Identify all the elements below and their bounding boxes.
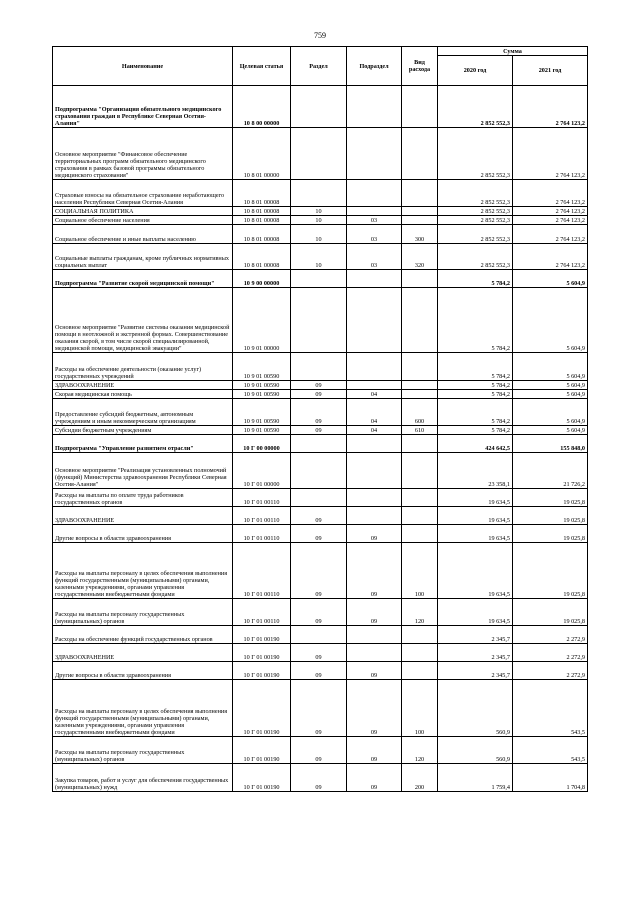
cell-section [291,86,347,128]
cell-target: 10 9 01 00590 [233,353,291,381]
cell-section: 10 [291,216,347,225]
cell-name: ЗДРАВООХРАНЕНИЕ [53,381,233,390]
header-target: Целевая статья [233,47,291,86]
cell-target: 10 Г 01 00110 [233,489,291,507]
cell-expense-type [402,381,438,390]
cell-expense-type [402,662,438,680]
cell-target: 10 9 01 00590 [233,399,291,426]
cell-section [291,453,347,489]
cell-expense-type [402,86,438,128]
cell-target: 10 Г 01 00110 [233,543,291,599]
cell-name: Подпрограмма "Развитие скорой медицинской помощи" [53,270,233,288]
cell-target: 10 8 01 00008 [233,244,291,270]
cell-target: 10 Г 01 00110 [233,525,291,543]
cell-2021: 5 604,9 [513,353,588,381]
cell-expense-type [402,180,438,207]
cell-subsection: 04 [347,426,402,435]
cell-expense-type [402,435,438,453]
cell-target: 10 Г 01 00190 [233,626,291,644]
cell-name: Расходы на выплаты персоналу государственных (муниципальных) органов [53,737,233,764]
cell-2020: 19 634,5 [438,599,513,626]
cell-2020: 2 852 552,3 [438,207,513,216]
table-row [53,270,588,288]
cell-2020: 5 784,2 [438,390,513,399]
cell-expense-type [402,270,438,288]
cell-2020: 5 784,2 [438,353,513,381]
cell-name: Расходы на обеспечение деятельности (оказание услуг) государственных учреждений [53,353,233,381]
cell-subsection: 04 [347,390,402,399]
cell-2021: 2 272,9 [513,644,588,662]
table-row [53,207,588,216]
cell-expense-type [402,353,438,381]
table-row [53,435,588,453]
cell-section [291,353,347,381]
cell-2020: 424 642,5 [438,435,513,453]
cell-target: 10 8 01 00000 [233,128,291,180]
cell-target: 10 Г 01 00110 [233,599,291,626]
cell-name: Страховые взносы на обязательное страхование неработающего населения Республики Северная Осетия-Алания [53,180,233,207]
cell-subsection [347,207,402,216]
table-row [53,244,588,270]
cell-2021: 543,5 [513,680,588,737]
cell-target: 10 8 01 00008 [233,180,291,207]
cell-section [291,489,347,507]
table-row [53,390,588,399]
cell-name: Расходы на выплаты персоналу в целях обеспечения выполнения функций государственными (муниципальными) органами, казенными учреждениями, органами управления государственными внебюджетными фондами [53,680,233,737]
cell-expense-type: 120 [402,599,438,626]
cell-2021: 2 764 123,2 [513,180,588,207]
cell-2020: 5 784,2 [438,381,513,390]
cell-section: 09 [291,644,347,662]
cell-subsection [347,270,402,288]
table-row [53,489,588,507]
cell-2021: 1 704,8 [513,764,588,792]
cell-expense-type: 120 [402,737,438,764]
budget-table [52,46,588,792]
cell-subsection: 09 [347,680,402,737]
header-sum: Сумма [438,47,588,56]
cell-section: 09 [291,737,347,764]
table-row [53,86,588,128]
cell-2021: 19 025,8 [513,507,588,525]
table-row [53,399,588,426]
table-row [53,543,588,599]
table-row [53,599,588,626]
cell-2020: 19 634,5 [438,489,513,507]
cell-expense-type [402,288,438,353]
cell-2021: 19 025,8 [513,489,588,507]
cell-name: Другие вопросы в области здравоохранения [53,662,233,680]
cell-expense-type [402,453,438,489]
cell-2021: 19 025,8 [513,525,588,543]
cell-2020: 19 634,5 [438,525,513,543]
cell-target: 10 Г 01 00190 [233,662,291,680]
header-year-2021: 2021 год [513,56,588,86]
cell-2021: 19 025,8 [513,543,588,599]
cell-subsection [347,507,402,525]
cell-target: 10 Г 01 00190 [233,644,291,662]
cell-expense-type: 610 [402,426,438,435]
cell-2021: 5 604,9 [513,399,588,426]
cell-2020: 23 358,1 [438,453,513,489]
header-section: Раздел [291,47,347,86]
cell-name: ЗДРАВООХРАНЕНИЕ [53,507,233,525]
cell-2021: 2 764 123,2 [513,244,588,270]
cell-expense-type: 600 [402,399,438,426]
cell-subsection [347,86,402,128]
cell-2020: 5 784,2 [438,426,513,435]
table-row [53,426,588,435]
cell-2021: 21 726,2 [513,453,588,489]
cell-target: 10 Г 01 00000 [233,453,291,489]
cell-2020: 2 345,7 [438,662,513,680]
cell-subsection [347,626,402,644]
cell-2020: 560,9 [438,680,513,737]
cell-section: 09 [291,507,347,525]
header-name: Наименование [53,47,233,86]
table-row [53,180,588,207]
cell-subsection [347,453,402,489]
cell-2021: 2 764 123,2 [513,128,588,180]
cell-2021: 5 604,9 [513,390,588,399]
header-subsection: Подраздел [347,47,402,86]
cell-target: 10 8 01 00008 [233,207,291,216]
table-row [53,353,588,381]
cell-name: Расходы на выплаты персоналу в целях обеспечения выполнения функций государственными (муниципальными) органами, казенными учреждениями, органами управления государственными внебюджетными фондами [53,543,233,599]
cell-target: 10 9 01 00590 [233,381,291,390]
cell-section: 09 [291,764,347,792]
table-row [53,453,588,489]
cell-section: 09 [291,543,347,599]
cell-target: 10 9 01 00000 [233,288,291,353]
cell-target: 10 Г 00 00000 [233,435,291,453]
table-row [53,737,588,764]
cell-2020: 2 852 552,3 [438,86,513,128]
cell-2020: 5 784,2 [438,288,513,353]
cell-subsection [347,644,402,662]
cell-expense-type [402,644,438,662]
cell-2020: 2 345,7 [438,626,513,644]
cell-name: Подпрограмма "Организация обязательного медицинского страхования граждан в Республике Северная Осетия-Алания" [53,86,233,128]
cell-expense-type [402,216,438,225]
cell-name: СОЦИАЛЬНАЯ ПОЛИТИКА [53,207,233,216]
table-row [53,525,588,543]
cell-expense-type: 320 [402,244,438,270]
table-row [53,764,588,792]
cell-name: Другие вопросы в области здравоохранения [53,525,233,543]
cell-subsection: 09 [347,737,402,764]
cell-section [291,180,347,207]
cell-target: 10 8 01 00008 [233,216,291,225]
cell-name: Предоставление субсидий бюджетным, автономным учреждениям и иным некоммерческим организациям [53,399,233,426]
cell-expense-type: 200 [402,764,438,792]
cell-subsection: 03 [347,225,402,244]
cell-subsection: 09 [347,543,402,599]
cell-target: 10 8 00 00000 [233,86,291,128]
cell-subsection: 03 [347,216,402,225]
cell-2020: 2 345,7 [438,644,513,662]
header-year-2020: 2020 год [438,56,513,86]
cell-target: 10 Г 01 00190 [233,737,291,764]
cell-section: 09 [291,599,347,626]
cell-subsection: 09 [347,599,402,626]
cell-target: 10 9 00 00000 [233,270,291,288]
cell-2021: 2 272,9 [513,626,588,644]
table-row [53,680,588,737]
cell-2020: 2 852 552,3 [438,216,513,225]
cell-2020: 2 852 552,3 [438,180,513,207]
cell-name: Основное мероприятие "Финансовое обеспечение территориальных программ обязательного медицинского страхования в рамках базовой программы обязательного медицинского страхования" [53,128,233,180]
table-row [53,662,588,680]
cell-2020: 560,9 [438,737,513,764]
table-row [53,644,588,662]
table-row [53,216,588,225]
cell-section: 09 [291,381,347,390]
cell-name: Социальное обеспечение населения [53,216,233,225]
cell-target: 10 Г 01 00190 [233,764,291,792]
cell-expense-type: 300 [402,225,438,244]
cell-name: Социальное обеспечение и иные выплаты населению [53,225,233,244]
table-row [53,626,588,644]
cell-name: Основное мероприятие "Реализация установленных полномочий (функций) Министерства здравоохранения Республики Северная Осетия-Алания" [53,453,233,489]
cell-subsection: 04 [347,399,402,426]
cell-expense-type [402,390,438,399]
cell-target: 10 Г 01 00110 [233,507,291,525]
cell-expense-type: 100 [402,543,438,599]
cell-section: 09 [291,525,347,543]
cell-subsection [347,435,402,453]
cell-2021: 2 764 123,2 [513,207,588,216]
cell-expense-type [402,207,438,216]
cell-subsection [347,381,402,390]
cell-2021: 5 604,9 [513,381,588,390]
cell-section [291,626,347,644]
cell-section [291,288,347,353]
cell-2021: 2 764 123,2 [513,225,588,244]
cell-subsection: 03 [347,244,402,270]
cell-2021: 2 272,9 [513,662,588,680]
cell-name: Скорая медицинская помощь [53,390,233,399]
cell-2021: 5 604,9 [513,270,588,288]
cell-2021: 2 764 123,2 [513,216,588,225]
table-row [53,288,588,353]
cell-2020: 2 852 552,3 [438,225,513,244]
cell-subsection [347,288,402,353]
cell-2020: 5 784,2 [438,399,513,426]
cell-section [291,128,347,180]
header-expense-type: Вид расхода [402,47,438,86]
cell-2020: 19 634,5 [438,543,513,599]
cell-subsection: 09 [347,764,402,792]
cell-target: 10 8 01 00008 [233,225,291,244]
cell-expense-type [402,507,438,525]
cell-name: Подпрограмма "Управление развитием отрасли" [53,435,233,453]
cell-name: Субсидии бюджетным учреждениям [53,426,233,435]
cell-section: 09 [291,680,347,737]
cell-name: Социальные выплаты гражданам, кроме публичных нормативных социальных выплат [53,244,233,270]
cell-2021: 5 604,9 [513,426,588,435]
cell-expense-type [402,128,438,180]
cell-2020: 19 634,5 [438,507,513,525]
cell-expense-type [402,626,438,644]
cell-section: 09 [291,399,347,426]
table-row [53,128,588,180]
cell-section: 09 [291,662,347,680]
cell-subsection: 09 [347,525,402,543]
cell-section: 09 [291,426,347,435]
cell-expense-type: 100 [402,680,438,737]
table-row [53,507,588,525]
cell-2021: 155 848,0 [513,435,588,453]
table-body [53,86,588,792]
cell-target: 10 9 01 00590 [233,390,291,399]
cell-name: Расходы на обеспечение функций государственных органов [53,626,233,644]
cell-2020: 1 759,4 [438,764,513,792]
cell-2021: 5 604,9 [513,288,588,353]
cell-target: 10 9 01 00590 [233,426,291,435]
cell-name: Расходы на выплаты персоналу государственных (муниципальных) органов [53,599,233,626]
cell-name: Закупка товаров, работ и услуг для обеспечения государственных (муниципальных) нужд [53,764,233,792]
cell-target: 10 Г 01 00190 [233,680,291,737]
cell-subsection: 09 [347,662,402,680]
cell-2021: 543,5 [513,737,588,764]
cell-expense-type [402,489,438,507]
cell-name: Основное мероприятие "Развитие системы оказания медицинской помощи в неотложной и экстренной формах. Совершенствование оказания скорой, в том числе скорой специализированной, медицинской помощи, медицинской эвакуации" [53,288,233,353]
cell-subsection [347,489,402,507]
cell-2020: 5 784,2 [438,270,513,288]
table-row [53,225,588,244]
cell-name: ЗДРАВООХРАНЕНИЕ [53,644,233,662]
cell-2021: 19 025,8 [513,599,588,626]
cell-section: 10 [291,244,347,270]
cell-2021: 2 764 123,2 [513,86,588,128]
cell-subsection [347,128,402,180]
cell-section: 09 [291,390,347,399]
cell-subsection [347,353,402,381]
cell-section: 10 [291,225,347,244]
cell-2020: 2 852 552,3 [438,244,513,270]
cell-section: 10 [291,207,347,216]
cell-expense-type [402,525,438,543]
cell-2020: 2 852 552,3 [438,128,513,180]
page-number: 759 [314,31,326,40]
cell-section [291,270,347,288]
cell-section [291,435,347,453]
table-row [53,381,588,390]
cell-subsection [347,180,402,207]
cell-name: Расходы на выплаты по оплате труда работников государственных органов [53,489,233,507]
